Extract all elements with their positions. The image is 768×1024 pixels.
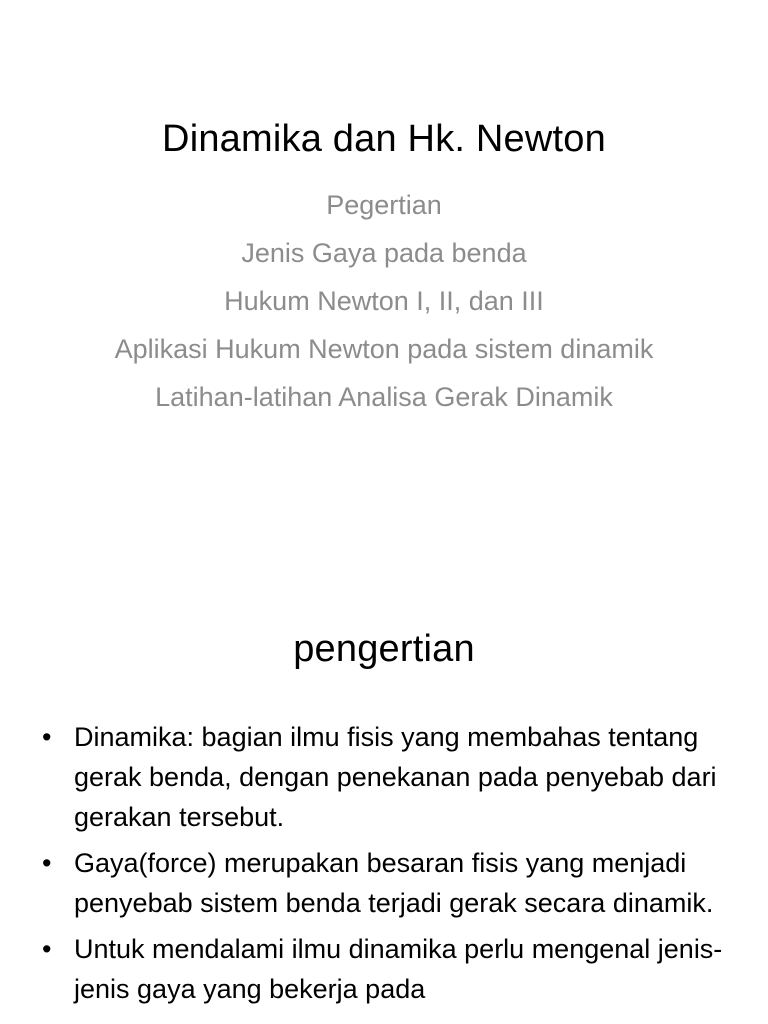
outline-list	[84, 186, 684, 426]
bullet-item	[42, 929, 732, 1009]
slide-pengertian	[0, 576, 768, 1024]
bullet-text: Gaya(force) merupakan besaran fisis yang menjadi penyebab sistem benda terjadi gerak secara dinamik.	[74, 848, 714, 918]
bullet-text: Dinamika: bagian ilmu fisis yang membahas tentang gerak benda, dengan penekanan pada penyebab dari gerakan tersebut.	[74, 722, 717, 832]
bullet-icon: •	[42, 722, 52, 752]
outline-item: Aplikasi Hukum Newton pada sistem dinamik	[114, 334, 654, 364]
bullet-item	[42, 843, 732, 923]
bullet-icon: •	[42, 848, 52, 878]
bullet-list	[42, 717, 732, 1015]
bullet-icon: •	[42, 934, 52, 964]
outline-item: Pegertian	[326, 190, 442, 220]
slide-title-heading: Dinamika dan Hk. Newton	[162, 118, 606, 160]
outline-item: Latihan-latihan Analisa Gerak Dinamik	[155, 382, 613, 412]
bullet-item	[42, 717, 732, 837]
slide-pengertian-heading: pengertian	[293, 628, 475, 670]
outline-item: Jenis Gaya pada benda	[241, 238, 527, 268]
outline-item: Hukum Newton I, II, dan III	[224, 286, 544, 316]
bullet-text: Untuk mendalami ilmu dinamika perlu mengenal jenis-jenis gaya yang bekerja pada	[74, 934, 723, 1004]
